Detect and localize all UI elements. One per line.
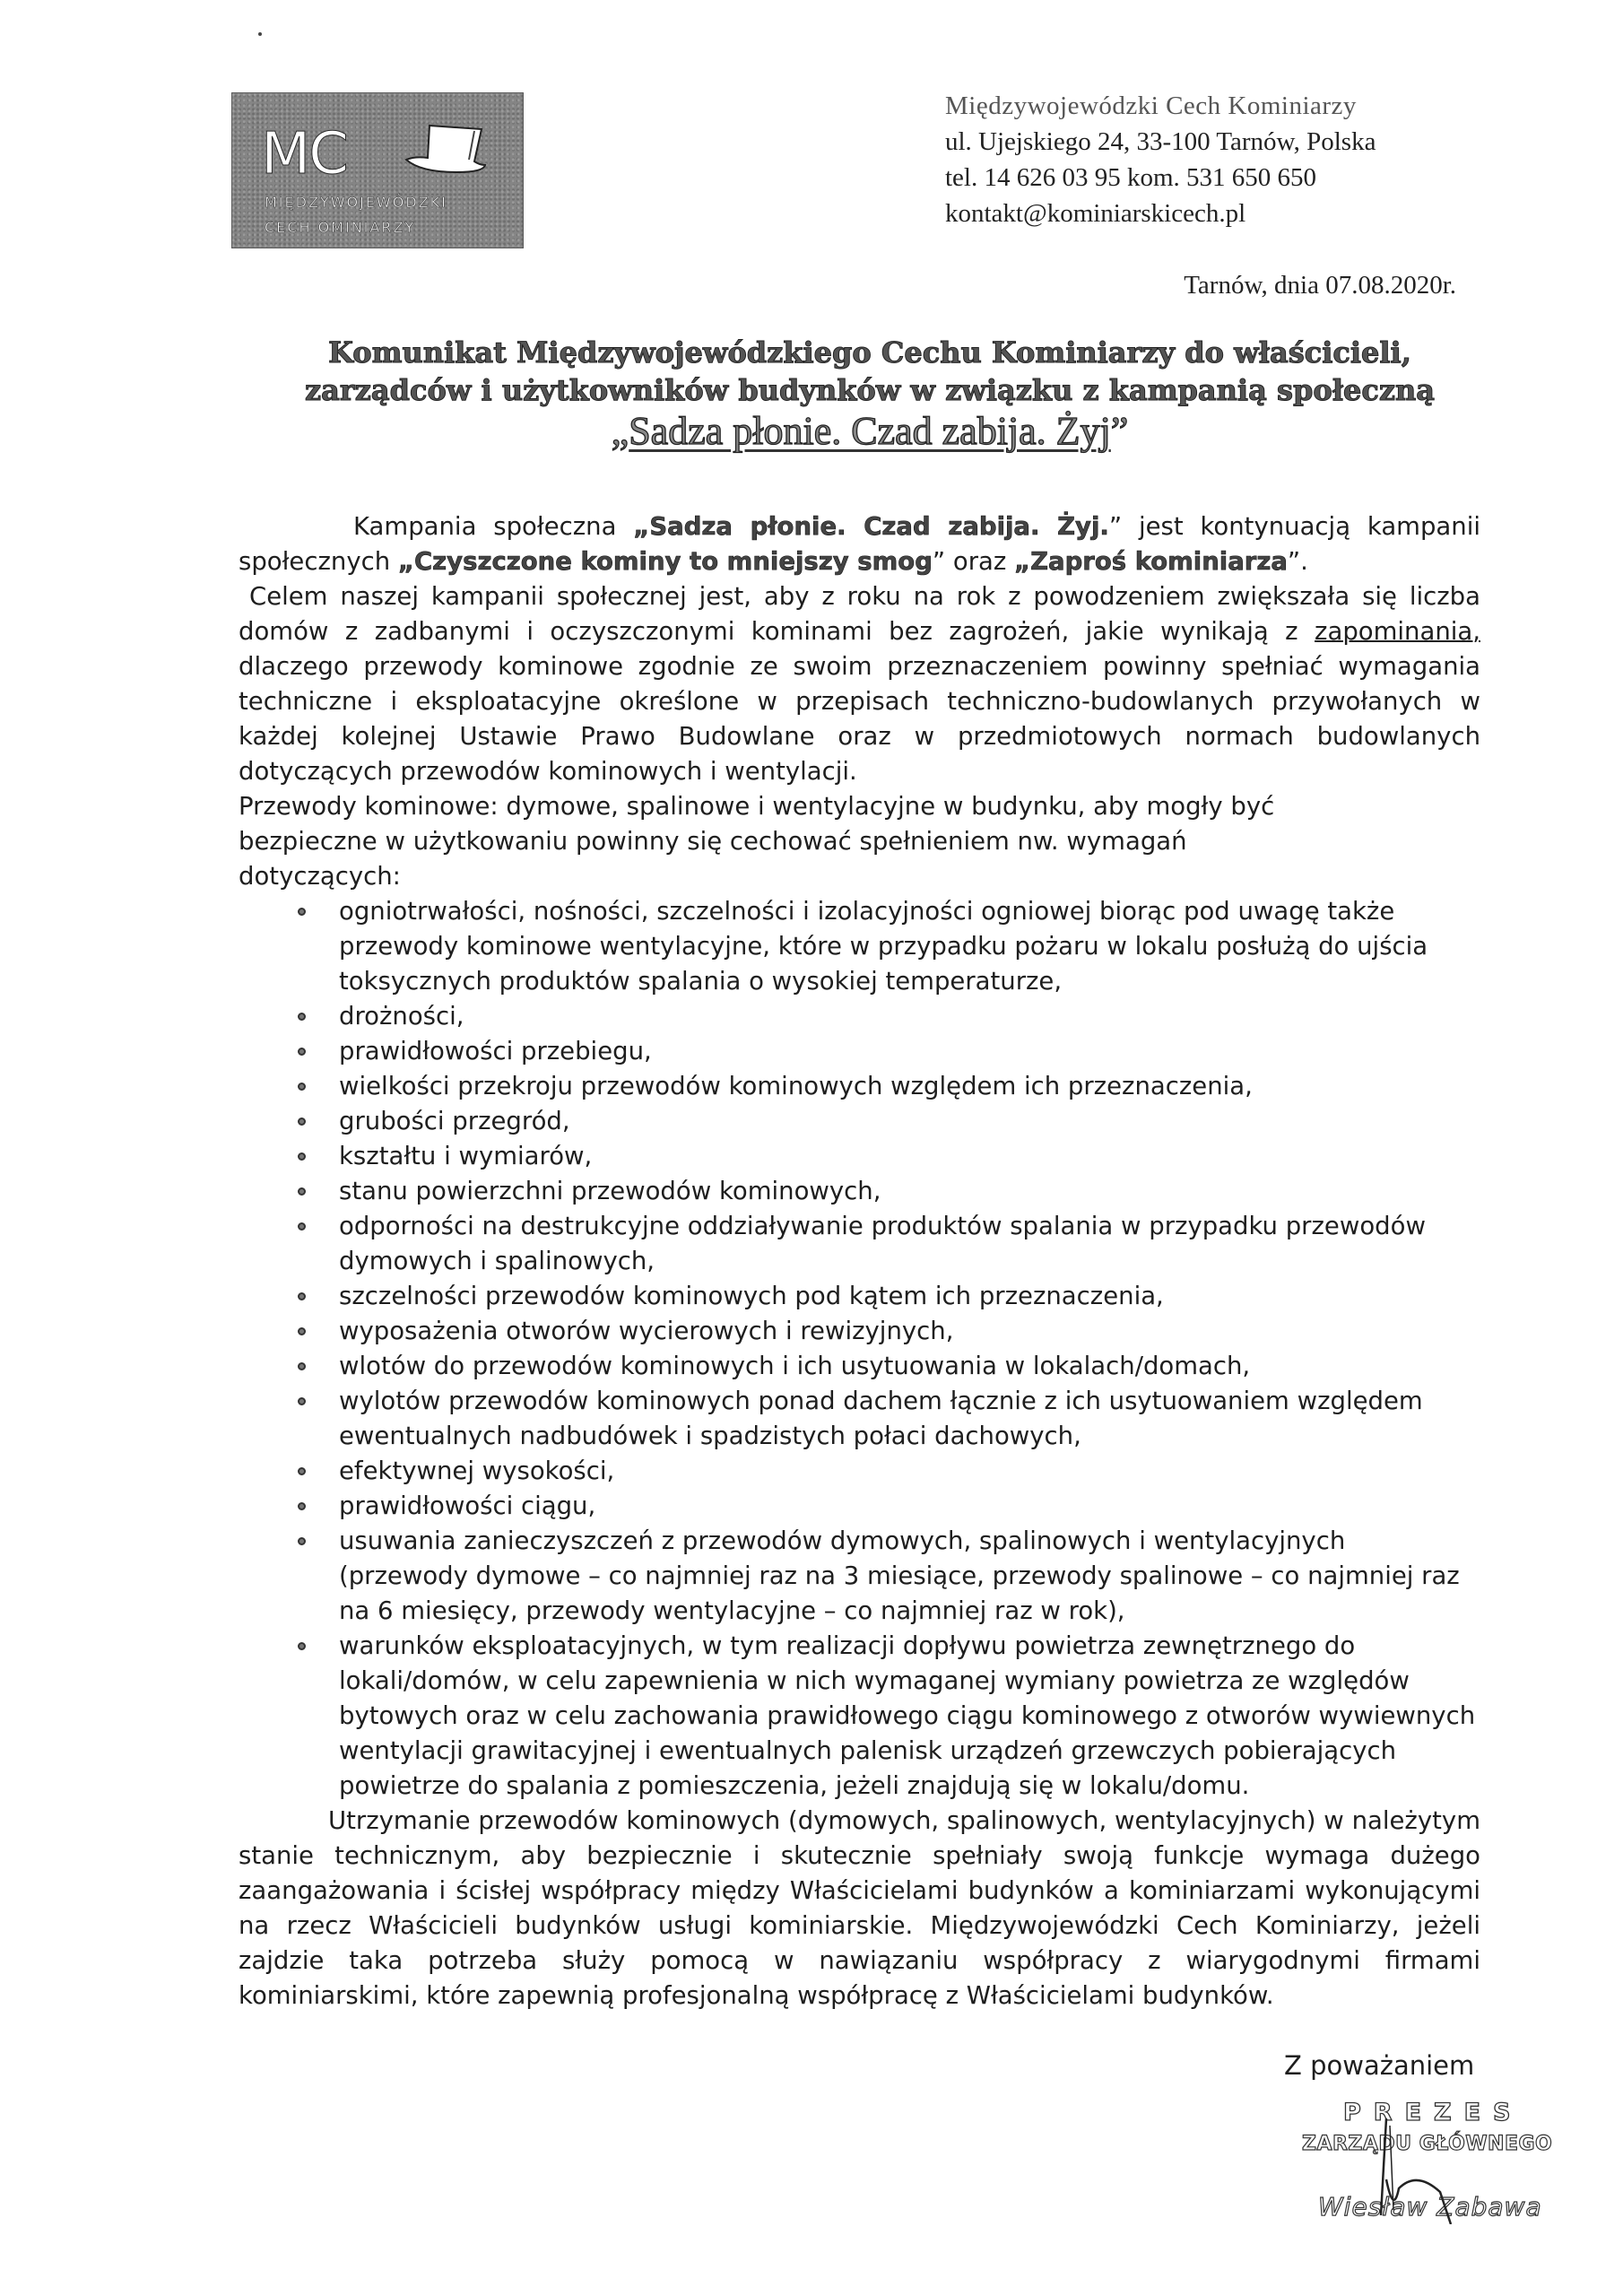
- stamp-subtitle: ZARZĄDU GŁÓWNEGO: [1302, 2133, 1553, 2155]
- requirement-item: [339, 1034, 1480, 1069]
- regards-text: Z poważaniem: [1284, 2050, 1475, 2081]
- requirement-item: [339, 1524, 1480, 1629]
- requirement-text: wlotów do przewodów kominowych i ich usytuowania w lokalach/domach,: [339, 1352, 1251, 1380]
- requirement-item: [339, 1069, 1480, 1104]
- intro-text: ”.: [1287, 547, 1308, 576]
- bullet-icon: [298, 1327, 306, 1335]
- sender-organization: Międzywojewódzki Cech Kominiarzy: [945, 91, 1357, 120]
- requirement-item: [339, 1139, 1480, 1174]
- requirement-text: kształtu i wymiarów,: [339, 1142, 593, 1170]
- bullet-icon: [298, 908, 306, 916]
- requirement-text: warunków eksploatacyjnych, w tym realizacji dopływu powietrza zewnętrznego do lokali/domów, w celu zapewnienia w nich wymaganej wymiany powietrza ze względów bytowych oraz w celu zachowania prawidłowego ciągu kominowego z otworów wywiewnych wentylacji grawitacyjnej i ewentualnych palenisk urządzeń grzewczych pobierających powietrze do spalania z pomieszczenia, jeżeli znajdują się w lokalu/domu.: [339, 1631, 1476, 1800]
- requirement-text: drożności,: [339, 1002, 464, 1031]
- requirement-item: [339, 1104, 1480, 1139]
- requirement-item: [339, 999, 1480, 1034]
- requirement-item: [339, 894, 1480, 999]
- document-date: Tarnów, dnia 07.08.2020r.: [1184, 271, 1456, 300]
- bullet-icon: [298, 1642, 306, 1650]
- requirement-text: ogniotrwałości, nośności, szczelności i izolacyjności ogniowej biorąc pod uwagę także przewody kominowe wentylacyjne, które w przypadku pożaru w lokalu posłużą do ujścia toksycznych produktów spalania o wysokiej temperaturze,: [339, 897, 1428, 996]
- title-line-2: zarządców i użytkowników budynków w związku z kampanią społeczną: [304, 373, 1436, 407]
- bullet-icon: [298, 1397, 306, 1405]
- title-line-1: Komunikat Międzywojewódzkiego Cechu Kominiarzy do właścicieli,: [328, 335, 1411, 370]
- bullet-icon: [298, 1222, 306, 1231]
- requirement-text: efektywnej wysokości,: [339, 1457, 615, 1485]
- bullet-icon: [298, 1362, 306, 1370]
- requirements-intro: Przewody kominowe: dymowe, spalinowe i wentylacyjne w budynku, aby mogły być bezpieczne w użytkowaniu powinny się cechować spełnieniem nw. wymagań dotyczących:: [239, 792, 1275, 891]
- campaign-name-previous-2: „Zaproś kominiarza: [1014, 547, 1288, 576]
- requirement-text: wylotów przewodów kominowych ponad dachem łącznie z ich usytuowaniem względem ewentualnych nadbudówek i spadzistych połaci dachowych,: [339, 1387, 1423, 1450]
- bullet-icon: [298, 1013, 306, 1021]
- purpose-text: Celem naszej kampanii społecznej jest, aby z roku na rok z powodzeniem zwiększała się liczba domów z zadbanymi i oczyszczonymi kominami bez zagrożeń, jakie wynikają z: [239, 582, 1480, 646]
- campaign-name-current: „Sadza płonie. Czad zabija. Żyj.: [633, 512, 1109, 541]
- campaign-name-previous-1: „Czyszczone kominy to mniejszy smog: [397, 547, 933, 576]
- requirement-item: [339, 1349, 1480, 1384]
- top-hat-icon: [403, 120, 492, 183]
- intro-text: ” oraz: [932, 547, 1015, 576]
- logo-line-2: CECH OMINIARZY: [265, 219, 416, 236]
- stamp-name: Wiesław Zabawa: [1318, 2192, 1542, 2222]
- requirement-item: [339, 1209, 1480, 1279]
- sender-email: kontakt@kominiarskicech.pl: [945, 199, 1246, 228]
- requirement-item: [339, 1489, 1480, 1524]
- closing-paragraph: Utrzymanie przewodów kominowych (dymowych, spalinowych, wentylacyjnych) w należytym stanie technicznym, aby bezpiecznie i skutecznie spełniały swoją funkcje wymaga dużego zaangażowania i ścisłej współpracy między Właścicielami budynków a kominiarzami wykonującymi na rzecz Właścicieli budynków usługi kominiarskie. Międzywojewódzki Cech Kominiarzy, jeżeli zajdzie taka potrzeba służy pomocą w nawiązaniu współpracy z wiarygodnymi firmami kominiarskimi, które zapewnią profesjonalną współpracę z Właścicielami budynków.: [239, 1806, 1480, 2010]
- requirement-item: [339, 1279, 1480, 1314]
- logo-initials: MC: [261, 121, 347, 187]
- requirement-text: prawidłowości przebiegu,: [339, 1037, 652, 1065]
- requirement-text: usuwania zanieczyszczeń z przewodów dymowych, spalinowych i wentylacyjnych (przewody dymowe – co najmniej raz na 3 miesiące, przewody spalinowe – co najmniej raz na 6 miesięcy, przewody wentylacyjne – co najmniej raz w rok),: [339, 1526, 1460, 1625]
- purpose-text: dlaczego przewody kominowe zgodnie ze swoim przeznaczeniem powinny spełniać wymagania techniczne i eksploatacyjne określone w przepisach techniczno-budowlanych przywołanych w każdej kolejnej Ustawie Prawo Budowlane oraz w przedmiotowych normach budowlanych dotyczących przewodów kominowych i wentylacji.: [239, 652, 1480, 786]
- requirement-item: [339, 1174, 1480, 1209]
- requirements-list: [239, 894, 1480, 1804]
- requirement-item: [339, 1384, 1480, 1454]
- requirement-text: wyposażenia otworów wycierowych i rewizyjnych,: [339, 1317, 954, 1345]
- stamp-title: PREZES: [1343, 2099, 1523, 2126]
- requirement-text: prawidłowości ciągu,: [339, 1492, 596, 1520]
- requirement-text: odporności na destrukcyjne oddziaływanie produktów spalania w przypadku przewodów dymowych i spalinowych,: [339, 1212, 1426, 1275]
- sender-street-address: ul. Ujejskiego 24, 33-100 Tarnów, Polska: [945, 127, 1376, 156]
- requirement-item: [339, 1314, 1480, 1349]
- bullet-icon: [298, 1537, 306, 1545]
- underlined-word: zapominania,: [1315, 617, 1480, 646]
- campaign-slogan: [611, 409, 1129, 453]
- organization-logo: [231, 92, 524, 248]
- signature-stamp: [1282, 2099, 1578, 2242]
- intro-text: ” jest kontynuacją kampanii społecznych: [239, 512, 1480, 576]
- purpose-paragraph: [239, 579, 1480, 789]
- requirement-item: [339, 1454, 1480, 1489]
- bullet-icon: [298, 1152, 306, 1161]
- requirement-text: wielkości przekroju przewodów kominowych względem ich przeznaczenia,: [339, 1072, 1253, 1100]
- sender-phone: tel. 14 626 03 95 kom. 531 650 650: [945, 163, 1317, 192]
- requirement-item: [339, 1629, 1480, 1804]
- slogan-text: Sadza płonie. Czad zabija. Żyj: [629, 409, 1111, 453]
- handwritten-signature: [1354, 2117, 1480, 2224]
- bullet-icon: [298, 1292, 306, 1300]
- bullet-icon: [298, 1467, 306, 1475]
- bullet-icon: [298, 1083, 306, 1091]
- document-title: [269, 334, 1471, 453]
- intro-text: Kampania społeczna: [353, 512, 634, 541]
- document-body: [239, 509, 1480, 2013]
- requirement-text: szczelności przewodów kominowych pod kątem ich przeznaczenia,: [339, 1282, 1164, 1310]
- scan-speck: [258, 32, 262, 36]
- bullet-icon: [298, 1502, 306, 1510]
- slogan-open-quote: „: [611, 409, 629, 453]
- intro-paragraph: [239, 509, 1480, 579]
- requirement-text: grubości przegród,: [339, 1107, 570, 1135]
- bullet-icon: [298, 1118, 306, 1126]
- sender-address-block: [945, 88, 1376, 231]
- slogan-close-quote: ”: [1110, 409, 1129, 453]
- bullet-icon: [298, 1187, 306, 1196]
- bullet-icon: [298, 1048, 306, 1056]
- requirement-text: stanu powierzchni przewodów kominowych,: [339, 1177, 881, 1205]
- logo-line-1: MIĘDZYWOJEWÓDZKI: [265, 194, 447, 211]
